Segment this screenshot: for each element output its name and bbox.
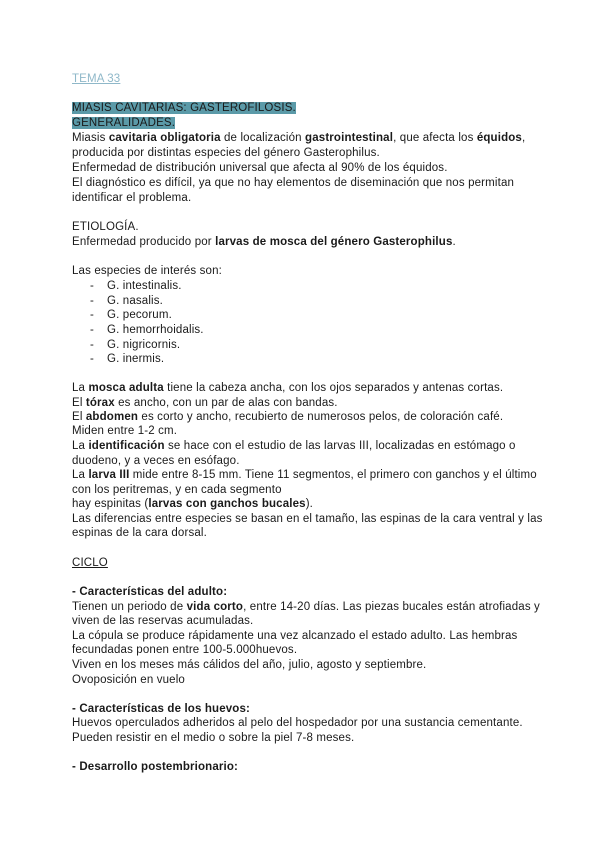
huevos-title: - Características de los huevos: (72, 703, 251, 715)
morfo-line-11: espinas de la cara dorsal. (72, 527, 207, 539)
morfo-line-7: La larva III mide entre 8-15 mm. Tiene 11 segmentos, el primero con ganchos y el último (72, 469, 537, 481)
intro-line-5: identificar el problema. (72, 192, 192, 204)
intro-line-3: Enfermedad de distribución universal que afecta al 90% de los équidos. (72, 162, 448, 174)
morfo-line-4: Miden entre 1-2 cm. (72, 425, 178, 437)
document-page: TEMA 33 MIASIS CAVITARIAS: GASTEROFILOSIS. GENERALIDADES. Miasis cavitaria obligatoria de localización gastrointestinal, que afecta los équidos, producida por distintas especies del género Gasterophilus. Enfermedad de distribución universal que afecta al 90% de los équidos. El diagnóstico es difícil, ya que no hay elementos de diseminación que nos permitan identificar el problema. ETIOLOGÍA. Enfermedad producido por larvas de mosca del género Gasterophilus. Las especies de interés son: - G. intestinalis. - G. nasalis. - G. pecorum. - G. hemorrhoidalis. - G. nigricornis. - G. inermis. La mosca adulta tiene la cabeza ancha, con los ojos separados y antenas cortas. El tórax es ancho, con un par de alas con bandas. El abdomen es corto y ancho, recubierto de numerosos pelos, de coloración café. Miden entre 1-2 cm. La identificación se hace con el estudio de las larvas III, localizadas en estómago o duodeno, y a veces en esófago. La larva III mide entre 8-15 mm. Tiene 11 segmentos, el primero con ganchos y el último con los peritremas, y en cada segmento hay espinitas (larvas con ganchos bucales). Las diferencias entre especies se basan en el tamaño, las espinas de la cara ventral y las espinas de la cara dorsal. CICLO - Características del adulto: Tienen un periodo de vida corto, entre 14-20 días. Las piezas bucales están atrofiadas y viven de las reservas acumuladas. La cópula se produce rápidamente una vez alcanzado el estado adulto. Las hembras fecundadas ponen entre 100-5.000huevos. Viven en los meses más cálidos del año, julio, agosto y septiembre. Ovoposición en vuelo - Características de los huevos: Huevos operculados adheridos al pelo del hospedador por una sustancia cementante. Pueden resistir en el medio o sobre la piel 7-8 meses. - Desarrollo postembrionario: (72, 73, 543, 773)
adulto-title: - Características del adulto: (72, 586, 228, 598)
adulto-line-2: viven de las reservas acumuladas. (72, 615, 254, 627)
adulto-line-5: Viven en los meses más cálidos del año, julio, agosto y septiembre. (72, 659, 427, 671)
intro-line-1: Miasis cavitaria obligatoria de localización gastrointestinal, que afecta los équidos, (72, 132, 526, 144)
morfo-line-3: El abdomen es corto y ancho, recubierto de numerosos pelos, de coloración café. (72, 411, 504, 423)
adulto-line-1: Tienen un periodo de vida corto, entre 14-20 días. Las piezas bucales están atrofiadas y (72, 601, 540, 613)
adulto-line-6: Ovoposición en vuelo (72, 674, 185, 686)
huevos-line-2: Pueden resistir en el medio o sobre la piel 7-8 meses. (72, 732, 355, 744)
postembrionario-title: - Desarrollo postembrionario: (72, 761, 239, 773)
adulto-line-4: fecundadas ponen entre 100-5.000huevos. (72, 644, 298, 656)
morfo-line-6: duodeno, y a veces en esófago. (72, 455, 240, 467)
huevos-line-1: Huevos operculados adheridos al pelo del hospedador por una sustancia cementante. (72, 717, 523, 729)
intro-line-4: El diagnóstico es difícil, ya que no hay elementos de diseminación que nos permitan (72, 177, 515, 189)
intro-line-2: producida por distintas especies del género Gasterophilus. (72, 147, 380, 159)
morfo-line-8: con los peritremas, y en cada segmento (72, 484, 282, 496)
ciclo-heading: CICLO (72, 557, 108, 569)
etiologia-heading: ETIOLOGÍA. (72, 221, 139, 233)
morfo-line-1: La mosca adulta tiene la cabeza ancha, con los ojos separados y antenas cortas. (72, 382, 504, 394)
etiologia-line: Enfermedad producido por larvas de mosca del género Gasterophilus. (72, 236, 456, 248)
tema-heading: TEMA 33 (72, 73, 121, 85)
morfo-line-10: Las diferencias entre especies se basan en el tamaño, las espinas de la cara ventral y las (72, 513, 543, 525)
morfo-line-5: La identificación se hace con el estudio de las larvas III, localizadas en estómago o (72, 440, 516, 452)
title-line-2: GENERALIDADES. (72, 117, 176, 129)
species-intro: Las especies de interés son: (72, 265, 222, 277)
title-line-1: MIASIS CAVITARIAS: GASTEROFILOSIS. (72, 102, 296, 114)
morfo-line-9: hay espinitas (larvas con ganchos bucales). (72, 498, 314, 510)
adulto-line-3: La cópula se produce rápidamente una vez alcanzado el estado adulto. Las hembras (72, 630, 518, 642)
morfo-line-2: El tórax es ancho, con un par de alas con bandas. (72, 397, 338, 409)
